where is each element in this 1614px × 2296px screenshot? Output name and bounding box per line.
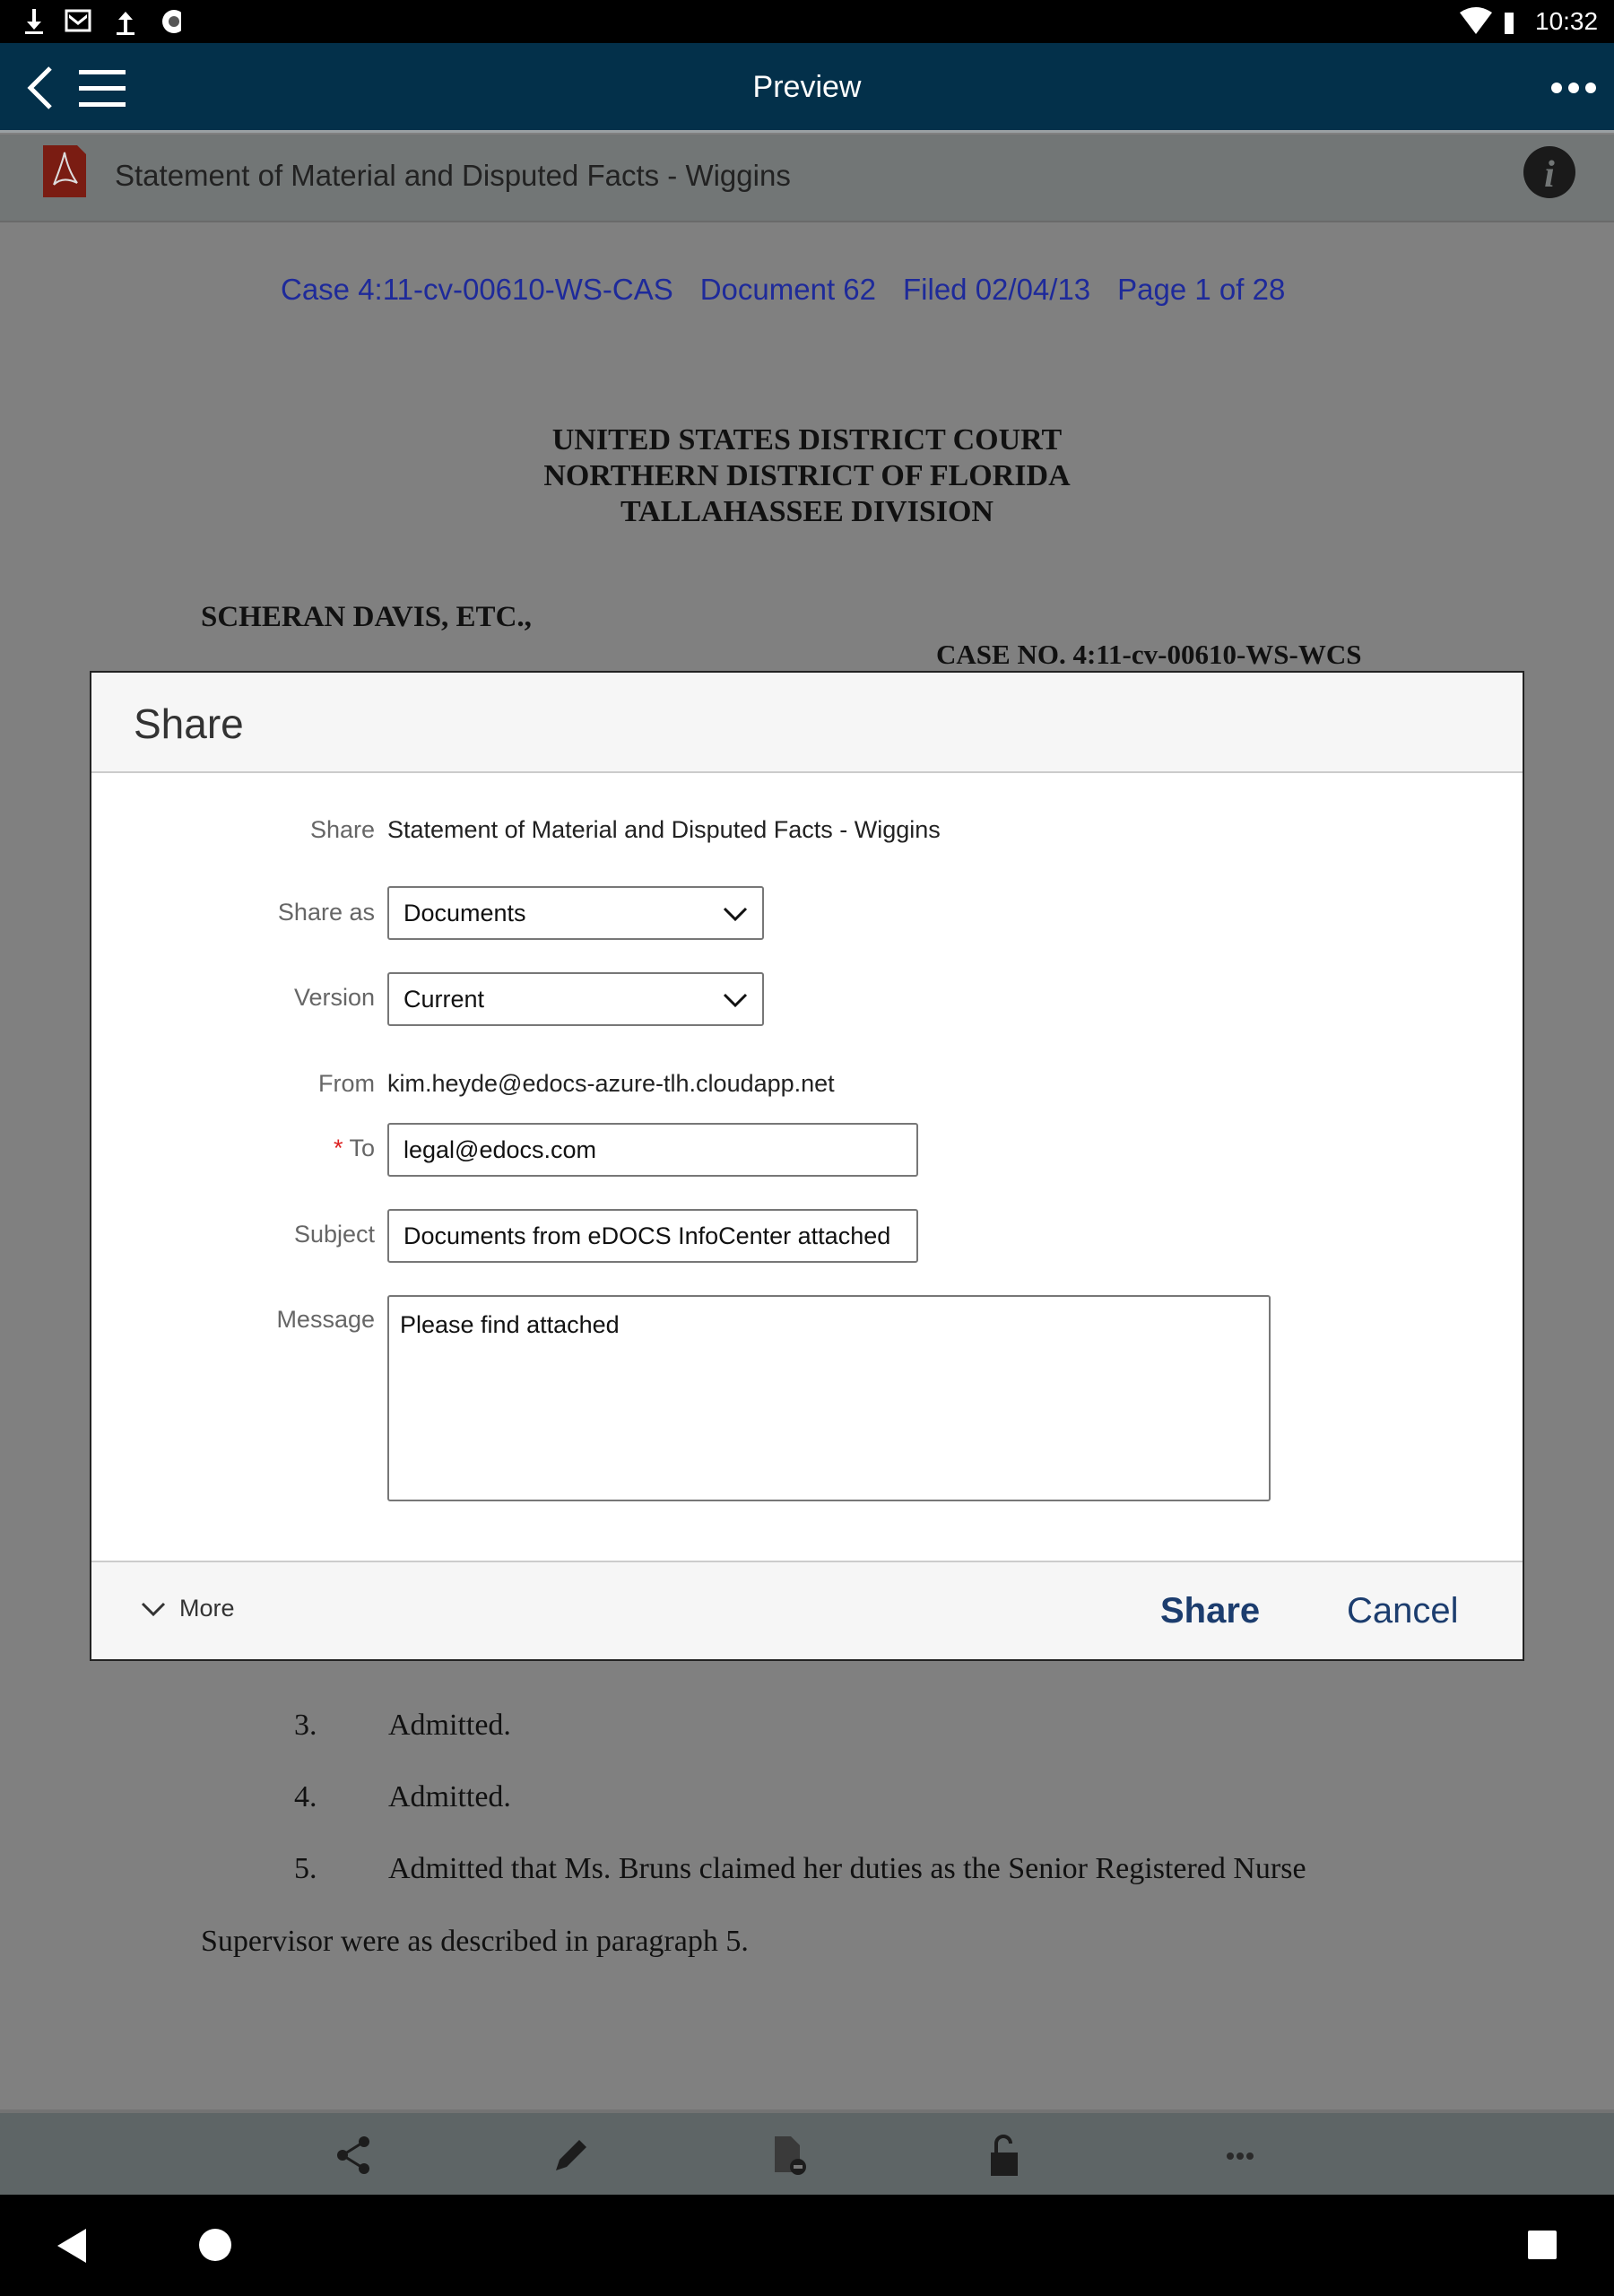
to-label-text: To bbox=[349, 1135, 375, 1161]
paragraph-text: Supervisor were as described in paragraph 5. bbox=[201, 1925, 749, 1958]
message-textarea[interactable] bbox=[387, 1295, 1271, 1501]
more-toggle[interactable] bbox=[140, 1595, 235, 1622]
required-marker: * bbox=[333, 1135, 343, 1161]
document-number: Document 62 bbox=[699, 273, 876, 306]
share-document-name: Statement of Material and Disputed Facts - Wiggins bbox=[387, 816, 941, 843]
document-title-bar bbox=[0, 135, 1614, 222]
item-number: 5. bbox=[294, 1852, 317, 1885]
svg-text:i: i bbox=[1544, 154, 1555, 196]
version-label: Version bbox=[293, 984, 375, 1011]
notification-icons bbox=[20, 7, 181, 36]
share-button[interactable]: Share bbox=[1160, 1591, 1261, 1631]
item-number: 3. bbox=[294, 1709, 317, 1742]
document-title: Statement of Material and Disputed Facts - Wiggins bbox=[115, 159, 791, 192]
nav-home-icon[interactable] bbox=[197, 2227, 233, 2263]
court-line: UNITED STATES DISTRICT COURT bbox=[551, 423, 1063, 457]
nav-recents-icon[interactable] bbox=[1526, 2229, 1558, 2261]
from-value: kim.heyde@edocs-azure-tlh.cloudapp.net bbox=[387, 1070, 835, 1097]
more-actions-icon[interactable] bbox=[1218, 2133, 1263, 2178]
chevron-down-icon bbox=[723, 906, 748, 922]
share-dialog bbox=[90, 671, 1524, 1661]
share-as-label: Share as bbox=[277, 899, 375, 926]
version-value: Current bbox=[404, 985, 485, 1013]
party-name: SCHERAN DAVIS, ETC., bbox=[201, 601, 532, 633]
app-bar bbox=[0, 43, 1614, 133]
court-line: TALLAHASSEE DIVISION bbox=[620, 495, 994, 528]
case-number: Case 4:11-cv-00610-WS-CAS bbox=[281, 273, 673, 306]
share-label: Share bbox=[309, 816, 375, 843]
page-title: Preview bbox=[752, 70, 862, 104]
subject-label: Subject bbox=[293, 1221, 375, 1248]
checkin-document-icon[interactable] bbox=[766, 2133, 811, 2178]
share-as-value: Documents bbox=[404, 899, 526, 926]
item-number: 4. bbox=[294, 1780, 317, 1813]
chevron-down-icon bbox=[140, 1600, 167, 1618]
to-value: legal@edocs.com bbox=[404, 1135, 597, 1163]
court-line: NORTHERN DISTRICT OF FLORIDA bbox=[543, 459, 1071, 492]
page-count: Page 1 of 28 bbox=[1117, 273, 1286, 306]
android-nav-bar bbox=[0, 2195, 1614, 2296]
unlock-icon[interactable] bbox=[982, 2133, 1027, 2178]
dialog-title: Share bbox=[134, 700, 244, 747]
subject-value: Documents from eDOCS InfoCenter attached bbox=[404, 1222, 891, 1249]
more-label: More bbox=[179, 1595, 235, 1622]
more-options-icon[interactable] bbox=[1549, 79, 1600, 97]
info-icon[interactable] bbox=[1523, 145, 1576, 199]
dialog-header bbox=[91, 673, 1523, 773]
item-text: Admitted that Ms. Bruns claimed her duties as the Senior Registered Nurse bbox=[388, 1852, 1306, 1885]
dialog-footer bbox=[91, 1561, 1523, 1659]
item-text: Admitted. bbox=[388, 1780, 511, 1813]
message-value: Please find attached bbox=[400, 1311, 620, 1338]
from-label: From bbox=[318, 1070, 375, 1097]
filed-date: Filed 02/04/13 bbox=[903, 273, 1091, 306]
version-select[interactable] bbox=[387, 972, 764, 1026]
wifi-battery-icons bbox=[1460, 7, 1514, 36]
to-input[interactable] bbox=[387, 1123, 918, 1177]
clock: 10:32 bbox=[1535, 7, 1599, 35]
chevron-down-icon bbox=[723, 992, 748, 1008]
edit-icon[interactable] bbox=[549, 2133, 594, 2178]
share-icon[interactable] bbox=[332, 2133, 377, 2178]
pdf-icon bbox=[41, 144, 88, 199]
item-text: Admitted. bbox=[388, 1709, 511, 1742]
case-no: CASE NO. 4:11-cv-00610-WS-WCS bbox=[936, 639, 1362, 670]
document-header bbox=[281, 273, 1285, 307]
to-label bbox=[151, 1135, 375, 1162]
bottom-toolbar bbox=[0, 2109, 1614, 2195]
cancel-button[interactable]: Cancel bbox=[1347, 1591, 1459, 1631]
share-as-select[interactable] bbox=[387, 886, 764, 940]
message-label: Message bbox=[276, 1306, 375, 1333]
status-bar bbox=[0, 0, 1614, 43]
subject-input[interactable] bbox=[387, 1209, 918, 1263]
nav-back-icon[interactable] bbox=[54, 2227, 90, 2265]
